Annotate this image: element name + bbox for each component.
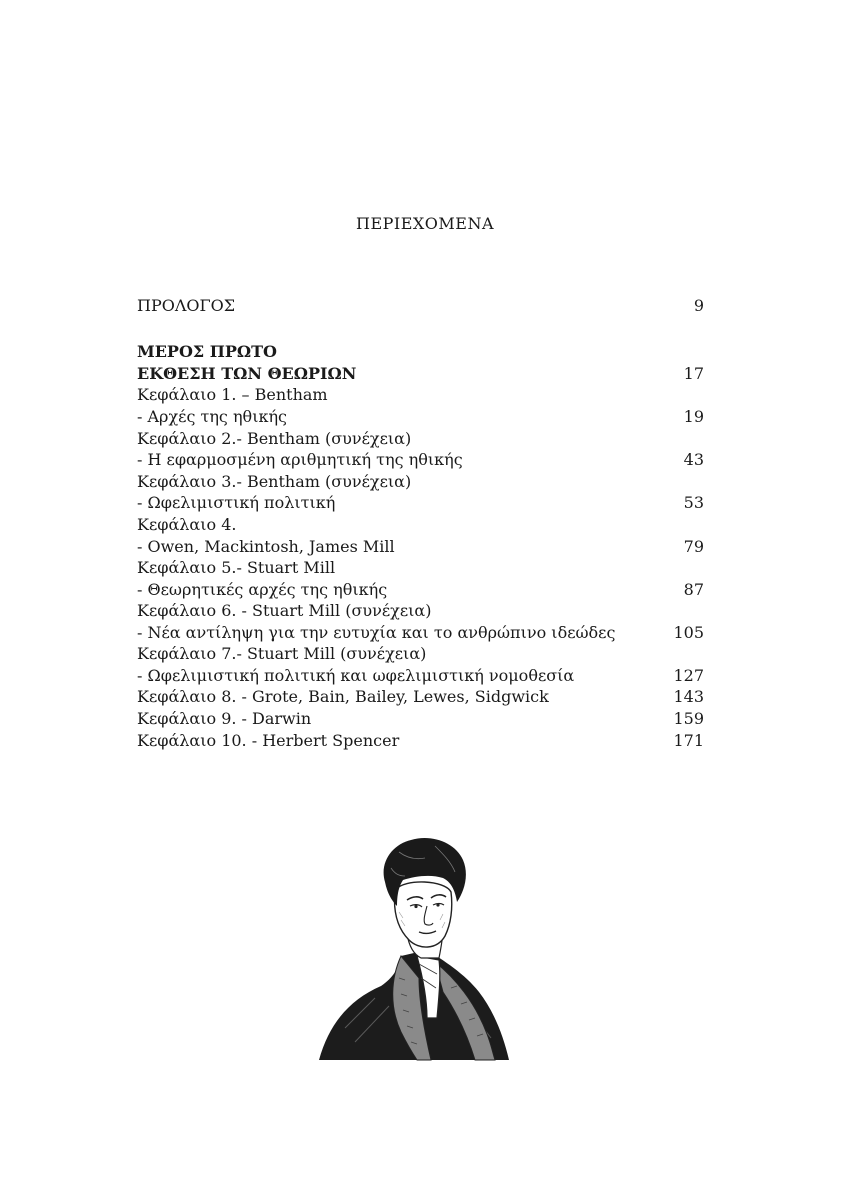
toc-entry-title: - Αρχές της ηθικής [137, 407, 288, 426]
toc-entry-title: Κεφάλαιο 9. - Darwin [137, 709, 312, 728]
toc-entry-page: 143 [673, 687, 704, 706]
part-heading [137, 341, 707, 363]
toc-entry-title: Κεφάλαιο 7.- Stuart Mill (συνέχεια) [137, 644, 427, 663]
toc-row [137, 406, 707, 428]
toc-prologue-title: ΠΡΟΛΟΓΟΣ [137, 296, 236, 315]
toc-row [137, 536, 707, 558]
toc-entry-title: - Owen, Mackintosh, James Mill [137, 537, 395, 556]
portrait-face [395, 882, 452, 947]
toc-row [137, 384, 707, 406]
toc-entry-page: 87 [683, 580, 704, 599]
part-subheading-page: 17 [683, 364, 704, 383]
toc-prologue-page: 9 [693, 296, 704, 315]
toc-entry-title: Κεφάλαιο 10. - Herbert Spencer [137, 731, 400, 750]
toc-entry-page: 79 [683, 537, 704, 556]
portrait-eye-left [414, 905, 417, 908]
toc-entry-title: - Νέα αντίληψη για την ευτυχία και το ανθρώπινο ιδεώδες [137, 623, 616, 642]
toc-entry-title: Κεφάλαιο 3.- Bentham (συνέχεια) [137, 472, 412, 491]
toc-row [137, 600, 707, 622]
toc-row [137, 665, 707, 687]
toc-row [137, 643, 707, 665]
toc-entry-title: - Θεωρητικές αρχές της ηθικής [137, 580, 388, 599]
toc-row [137, 579, 707, 601]
toc-entry-page: 127 [673, 666, 704, 685]
toc-entry-title: Κεφάλαιο 4. [137, 515, 237, 534]
toc-row [137, 730, 707, 752]
toc-row [137, 471, 707, 493]
toc-entry-title: Κεφάλαιο 1. – Bentham [137, 385, 328, 404]
toc-entry-title: - Ωφελιμιστική πολιτική [137, 493, 336, 512]
portrait-illustration [315, 828, 515, 1064]
toc-entry-page: 19 [683, 407, 704, 426]
toc-row [137, 492, 707, 514]
toc-entry-title: - Η εφαρμοσμένη αριθμητική της ηθικής [137, 450, 463, 469]
toc-entry-title: Κεφάλαιο 2.- Bentham (συνέχεια) [137, 429, 412, 448]
toc-row [137, 514, 707, 536]
toc-entry-page: 159 [673, 709, 704, 728]
part-subheading-text: ΕΚΘΕΣΗ ΤΩΝ ΘΕΩΡΙΩΝ [137, 364, 357, 383]
toc-row [137, 622, 707, 644]
toc-row-prologue [137, 295, 707, 317]
portrait-eye-right [436, 903, 439, 906]
toc-row [137, 686, 707, 708]
toc-entry-title: Κεφάλαιο 6. - Stuart Mill (συνέχεια) [137, 601, 432, 620]
toc-entry-page: 105 [673, 623, 704, 642]
toc-entry-title: - Ωφελιμιστική πολιτική και ωφελιμιστική νομοθεσία [137, 666, 575, 685]
toc-entry-page: 53 [683, 493, 704, 512]
toc-row [137, 708, 707, 730]
toc-entry-title: Κεφάλαιο 8. - Grote, Bain, Bailey, Lewes, Sidgwick [137, 687, 549, 706]
page-title: ΠΕΡΙΕΧΟΜΕΝΑ [355, 214, 495, 233]
part-heading-text: ΜΕΡΟΣ ΠΡΩΤΟ [137, 342, 277, 361]
toc-entry-page: 171 [673, 731, 704, 750]
toc-entry-page: 43 [683, 450, 704, 469]
toc-row [137, 449, 707, 471]
toc-entry-title: Κεφάλαιο 5.- Stuart Mill [137, 558, 336, 577]
toc-row [137, 428, 707, 450]
toc-row-part-subheading [137, 363, 707, 385]
toc-row [137, 557, 707, 579]
